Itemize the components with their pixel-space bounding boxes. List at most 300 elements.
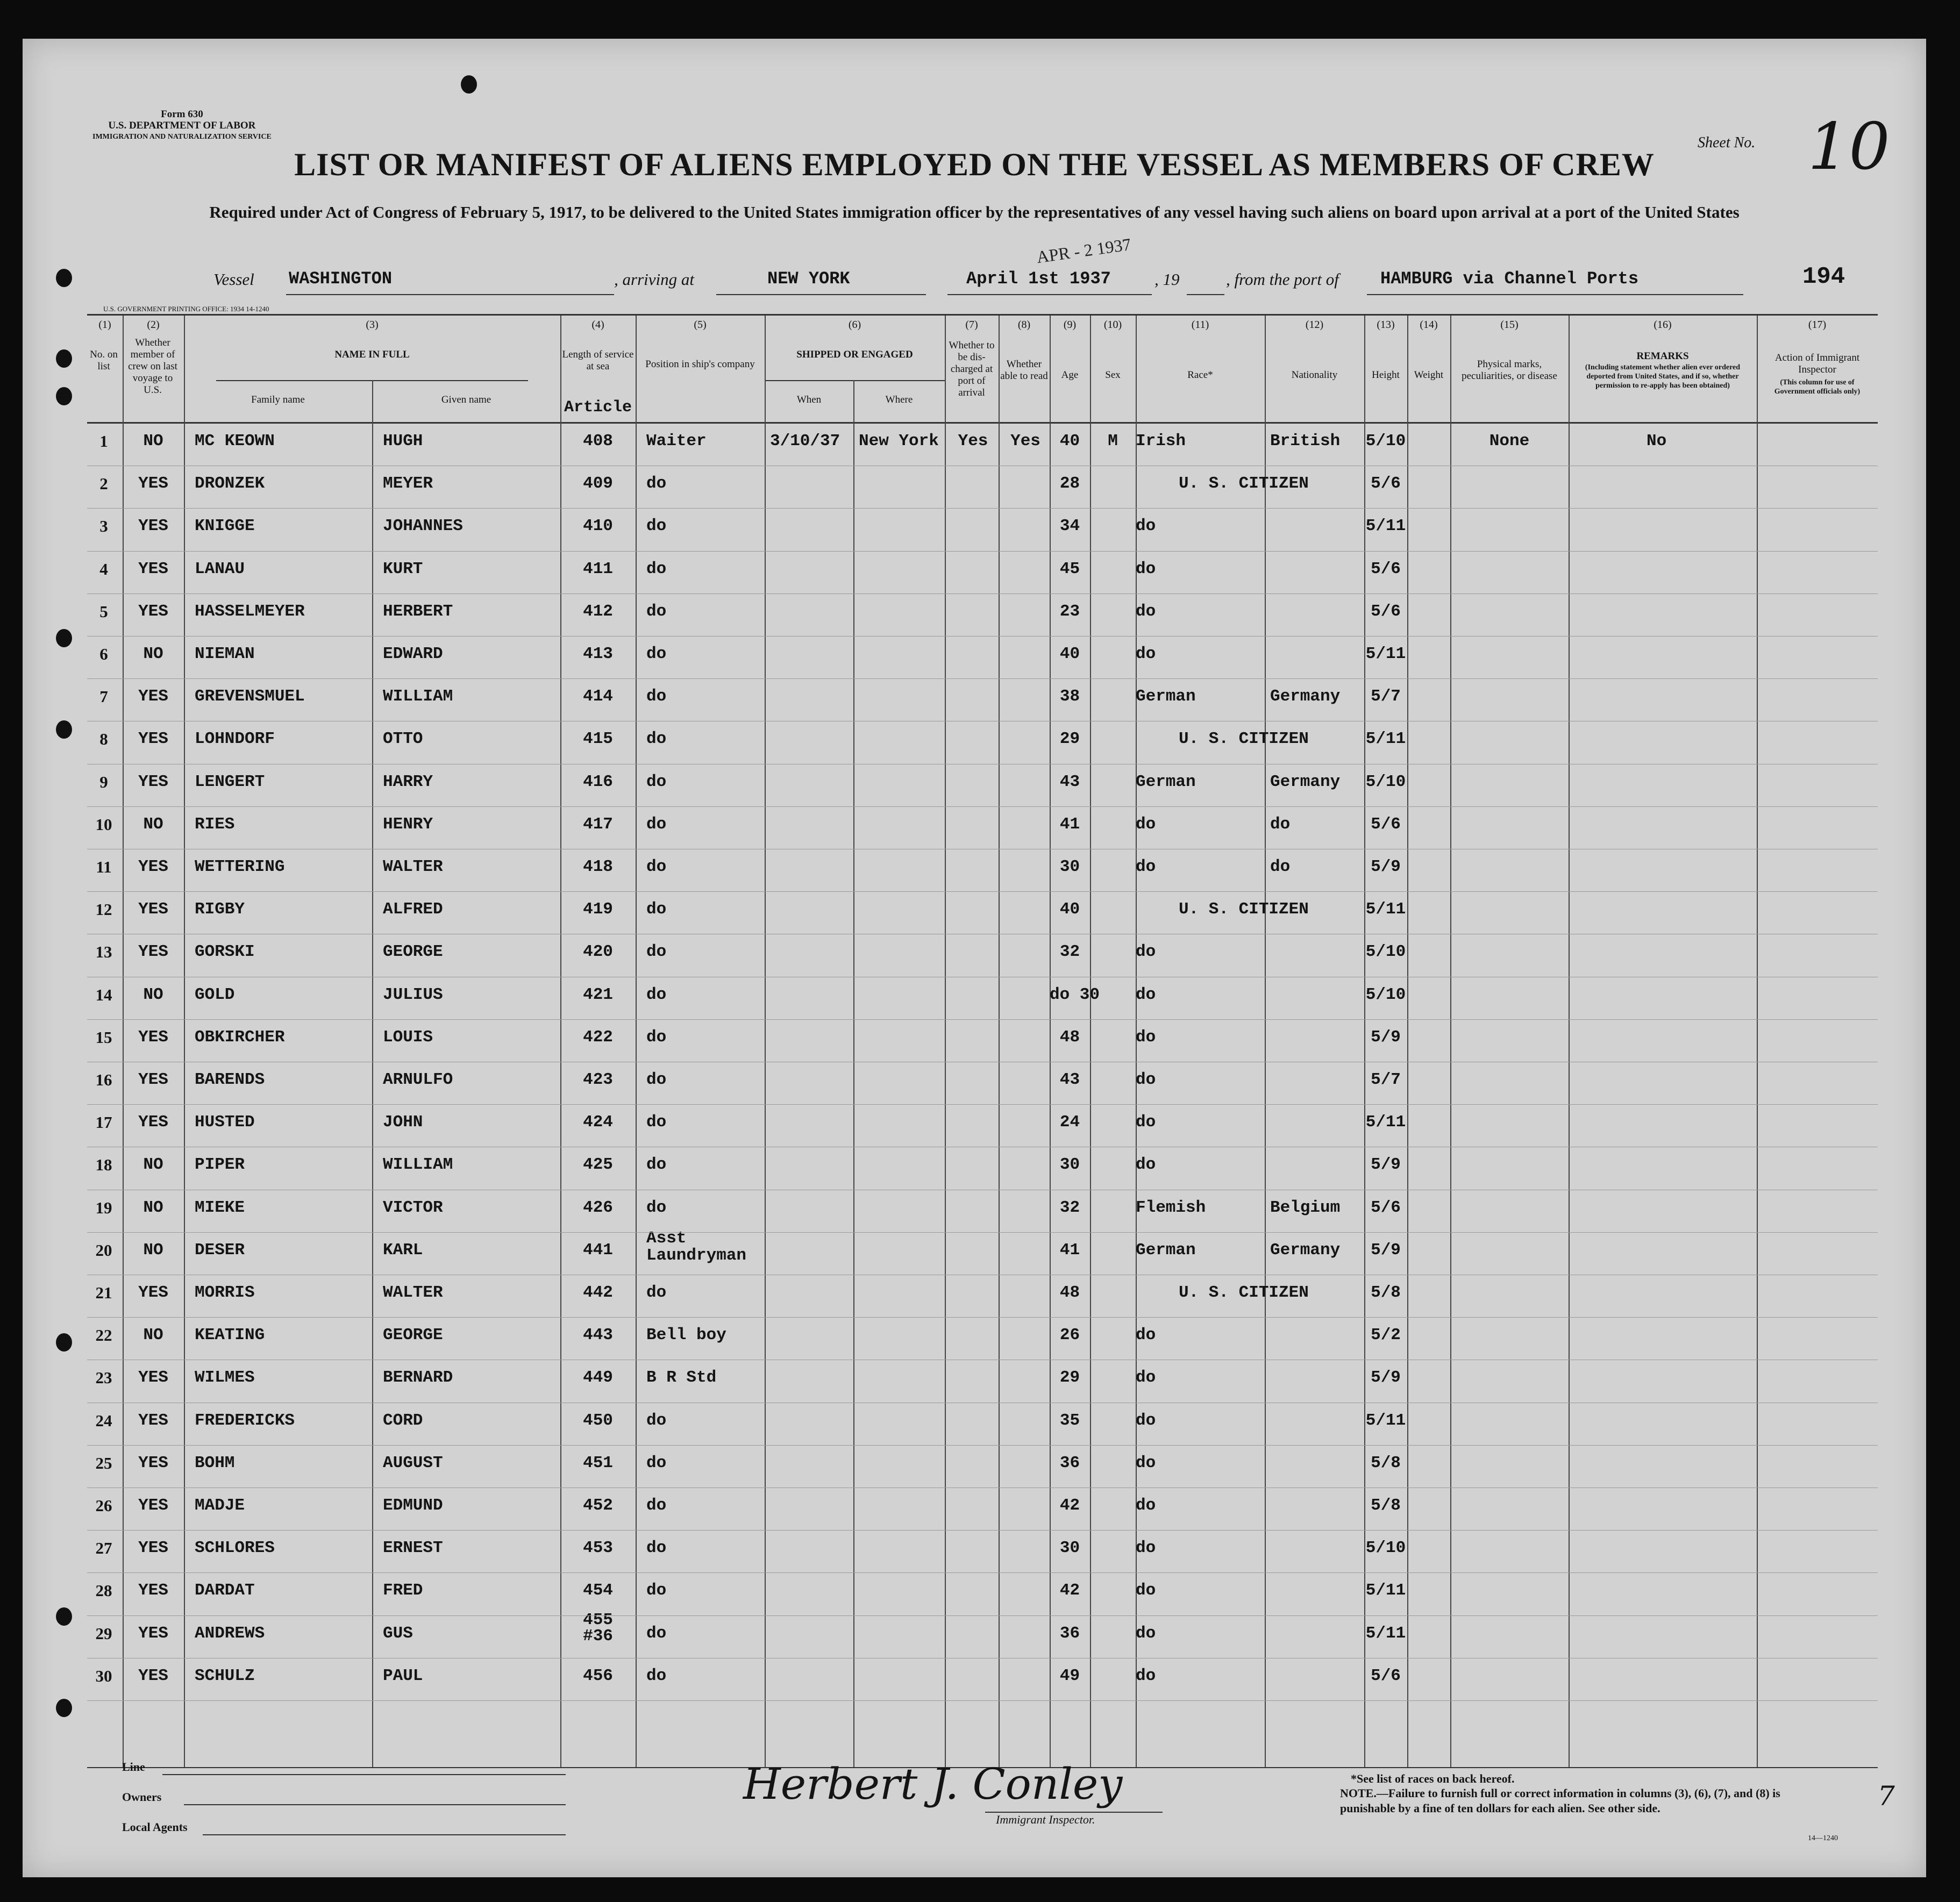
age-cell: 28 (1059, 474, 1080, 494)
page-number: 194 (1802, 263, 1845, 290)
given-name-cell: WALTER (383, 1283, 443, 1302)
last-voyage-cell: NO (143, 432, 163, 451)
height-cell: 5/9 (1371, 1368, 1401, 1388)
nationality-cell: Germany (1270, 1240, 1341, 1260)
family-name-cell: GOLD (195, 985, 235, 1004)
given-name-cell: GEORGE (383, 1326, 443, 1345)
given-name-cell: KARL (383, 1240, 423, 1260)
nationality-cell: Germany (1270, 687, 1341, 706)
row-number: 26 (95, 1496, 112, 1515)
race-cell: do (1136, 1624, 1156, 1643)
height-cell: 5/6 (1371, 559, 1401, 578)
row-number: 19 (95, 1198, 112, 1217)
family-name-cell: OBKIRCHER (195, 1027, 285, 1047)
row-rule (87, 1232, 1878, 1233)
family-name-cell: LANAU (195, 559, 245, 578)
table-row (87, 1147, 1878, 1189)
last-voyage-cell: YES (138, 1496, 168, 1515)
column-number: (17) (1808, 319, 1827, 331)
given-name-cell: KURT (383, 559, 423, 578)
given-name-cell: WILLIAM (383, 1155, 453, 1175)
race-cell: German (1136, 1240, 1196, 1260)
article-cell: 410 (583, 517, 613, 536)
race-cell: do (1136, 517, 1156, 536)
punch-hole (56, 1333, 72, 1352)
printer-note: U.S. GOVERNMENT PRINTING OFFICE: 1934 14-1240 (103, 305, 269, 313)
last-voyage-cell: YES (138, 1411, 168, 1430)
given-name-cell: OTTO (383, 730, 423, 749)
table-row (87, 508, 1878, 550)
article-cell: 443 (583, 1326, 613, 1345)
form-header (92, 109, 272, 142)
family-name-cell: WILMES (195, 1368, 255, 1388)
family-name-cell: MADJE (195, 1496, 245, 1515)
last-voyage-cell: YES (138, 1539, 168, 1558)
last-voyage-cell: NO (143, 1240, 163, 1260)
given-name-cell: ARNULFO (383, 1070, 453, 1089)
where-cell: New York (859, 432, 939, 451)
age-cell: 32 (1059, 1198, 1080, 1217)
given-name-cell: HUGH (383, 432, 423, 451)
article-cell: 414 (583, 687, 613, 706)
row-number: 20 (95, 1240, 112, 1260)
line-label: Line (122, 1760, 145, 1774)
table-row (87, 721, 1878, 763)
table-row (87, 806, 1878, 849)
remarks-cell: No (1647, 432, 1667, 451)
height-cell: 5/11 (1365, 900, 1406, 919)
race-cell: do (1136, 1113, 1156, 1132)
row-rule (87, 1019, 1878, 1020)
age-cell: 41 (1059, 1240, 1080, 1260)
column-number: (8) (1017, 319, 1031, 331)
row-number: 15 (95, 1027, 112, 1047)
col-read-header: Whether able to read (1000, 359, 1048, 382)
article-cell: 423 (583, 1070, 613, 1089)
last-voyage-cell: YES (138, 1581, 168, 1600)
family-name-cell: HUSTED (195, 1113, 255, 1132)
height-cell: 5/2 (1371, 1326, 1401, 1345)
age-cell: 43 (1059, 772, 1080, 791)
given-name-cell: ALFRED (383, 900, 443, 919)
position-cell: do (646, 857, 667, 876)
table-row (87, 1360, 1878, 1402)
position-cell: do (646, 730, 667, 749)
given-name-cell: WALTER (383, 857, 443, 876)
col-action-header: Action of Immigrant Inspector (1774, 352, 1860, 375)
row-number: 30 (95, 1666, 112, 1685)
last-voyage-cell: NO (143, 1155, 163, 1175)
age-cell: 30 (1059, 857, 1080, 876)
last-voyage-cell: YES (138, 857, 168, 876)
margin-mark: 7 (1878, 1781, 1895, 1812)
penalty-note: NOTE.—Failure to furnish full or correct information in columns (3), (6), (7), and (8) is punishable by a fine of ten dollars for each alien. See other side. (1340, 1786, 1780, 1815)
given-name-cell: LOUIS (383, 1027, 433, 1047)
row-number: 11 (96, 857, 112, 876)
sheet-number-value: 10 (1808, 110, 1890, 184)
row-number: 2 (99, 474, 108, 494)
last-voyage-cell: YES (138, 602, 168, 621)
row-rule (87, 806, 1878, 807)
row-number: 23 (95, 1368, 112, 1388)
row-rule (87, 891, 1878, 892)
article-cell: 426 (583, 1198, 613, 1217)
table-row (87, 1530, 1878, 1572)
col-sex-header: Sex (1105, 369, 1121, 381)
col-nationality-header: Nationality (1291, 369, 1338, 381)
vessel-label: Vessel (213, 270, 254, 289)
punch-hole (56, 269, 72, 287)
column-number: (3) (366, 319, 379, 331)
crew-table (87, 314, 1878, 1768)
position-cell: do (646, 900, 667, 919)
row-number: 27 (95, 1539, 112, 1558)
arrival-port: NEW YORK (767, 269, 850, 289)
vessel-name: WASHINGTON (289, 269, 393, 289)
family-name-cell: BOHM (195, 1453, 235, 1472)
age-cell: 24 (1059, 1113, 1080, 1132)
col-remarks-note: (Including statement whether alien ever ordered deported from United States, and if so, whether permission to re-apply has been obtained) (1585, 363, 1741, 390)
race-cell: do (1136, 1581, 1156, 1600)
row-number: 9 (99, 772, 108, 791)
height-cell: 5/8 (1371, 1453, 1401, 1472)
row-number: 13 (95, 942, 112, 962)
race-cell: do (1136, 942, 1156, 962)
row-rule (87, 551, 1878, 552)
age-cell: do 30 (1050, 985, 1100, 1004)
last-voyage-cell: YES (138, 900, 168, 919)
row-number: 29 (95, 1624, 112, 1643)
position-cell: do (646, 1070, 667, 1089)
age-cell: 45 (1059, 559, 1080, 578)
row-rule (87, 1317, 1878, 1318)
position-cell: do (646, 1198, 667, 1217)
position-cell: do (646, 1624, 667, 1643)
position-cell: do (646, 1539, 667, 1558)
discharged-cell: Yes (958, 432, 988, 451)
row-number: 12 (95, 900, 112, 919)
row-number: 10 (95, 814, 112, 834)
family-name-cell: RIGBY (195, 900, 245, 919)
service-name: IMMIGRATION AND NATURALIZATION SERVICE (92, 133, 272, 141)
race-cell: do (1136, 1539, 1156, 1558)
given-name-cell: JOHN (383, 1113, 423, 1132)
article-cell: 415 (583, 730, 613, 749)
article-cell: 411 (583, 559, 613, 578)
race-cell: do (1136, 1155, 1156, 1175)
article-cell: 442 (583, 1283, 613, 1302)
height-cell: 5/11 (1365, 730, 1406, 749)
article-cell: 453 (583, 1539, 613, 1558)
last-voyage-cell: YES (138, 1624, 168, 1643)
col-discharged-header: Whether to be dis-charged at port of arrival (949, 340, 995, 398)
last-voyage-cell: YES (138, 687, 168, 706)
given-name-cell: HENRY (383, 814, 433, 834)
position-cell: do (646, 474, 667, 494)
table-row (87, 678, 1878, 721)
position-cell: Bell boy (646, 1326, 726, 1345)
given-name-cell: JOHANNES (383, 517, 463, 536)
age-cell: 49 (1059, 1666, 1080, 1685)
given-name-cell: GUS (383, 1624, 413, 1643)
height-cell: 5/9 (1371, 1155, 1401, 1175)
position-cell: do (646, 1666, 667, 1685)
family-name-cell: SCHULZ (195, 1666, 255, 1685)
row-number: 7 (99, 687, 108, 706)
given-name-cell: GEORGE (383, 942, 443, 962)
table-row (87, 849, 1878, 891)
when-cell: 3/10/37 (770, 432, 840, 451)
row-rule (87, 1445, 1878, 1446)
age-cell: 40 (1059, 900, 1080, 919)
punch-hole (56, 1607, 72, 1626)
table-row (87, 423, 1878, 466)
article-cell: 456 (583, 1666, 613, 1685)
col-physical-header: Physical marks, peculiarities, or disease (1462, 359, 1557, 382)
col-race-header: Race* (1187, 369, 1213, 381)
inspector-signature: Herbert J. Conley (743, 1759, 1123, 1809)
race-cell: do (1136, 1027, 1156, 1047)
table-row (87, 1658, 1878, 1700)
table-row (87, 636, 1878, 678)
given-name-cell: HARRY (383, 772, 433, 791)
height-cell: 5/11 (1365, 517, 1406, 536)
position-cell: Waiter (646, 432, 707, 451)
age-cell: 36 (1059, 1624, 1080, 1643)
family-name-cell: SCHLORES (195, 1539, 275, 1558)
table-row (87, 1104, 1878, 1147)
age-cell: 36 (1059, 1453, 1080, 1472)
article-cell: 452 (583, 1496, 613, 1515)
family-name-cell: RIES (195, 814, 235, 834)
family-name-cell: GORSKI (195, 942, 255, 962)
punch-hole (56, 720, 72, 739)
age-cell: 40 (1059, 645, 1080, 663)
article-cell: 449 (583, 1368, 613, 1388)
punch-hole (56, 387, 72, 405)
height-cell: 5/6 (1371, 1198, 1401, 1217)
column-number: (10) (1103, 319, 1122, 331)
col-remarks-header: REMARKS (1636, 351, 1689, 362)
last-voyage-cell: NO (143, 814, 163, 834)
col-no-header: No. on list (90, 349, 118, 372)
last-voyage-cell: YES (138, 1027, 168, 1047)
height-cell: 5/11 (1365, 1581, 1406, 1600)
owners-label: Owners (122, 1790, 162, 1804)
family-name-cell: DESER (195, 1240, 245, 1260)
position-cell: B R Std (646, 1368, 717, 1388)
row-rule (87, 636, 1878, 637)
punch-hole (56, 629, 72, 647)
row-number: 4 (99, 559, 108, 578)
article-cell: 441 (583, 1240, 613, 1260)
age-cell: 43 (1059, 1070, 1080, 1089)
given-name-cell: BERNARD (383, 1368, 453, 1388)
punch-hole (461, 75, 477, 94)
column-number: (11) (1191, 319, 1209, 331)
col-shipped-header: SHIPPED OR ENGAGED (796, 349, 913, 360)
nationality-cell: do (1270, 814, 1291, 834)
family-name-cell: WETTERING (195, 857, 285, 876)
height-cell: 5/11 (1365, 1113, 1406, 1132)
given-name-cell: HERBERT (383, 602, 453, 621)
given-name-cell: MEYER (383, 474, 433, 494)
given-name-cell: VICTOR (383, 1198, 443, 1217)
nationality-cell: Germany (1270, 772, 1341, 791)
table-row (87, 1228, 1878, 1275)
article-cell: 417 (583, 814, 613, 834)
col-when-header: When (796, 394, 822, 405)
table-row (87, 1610, 1878, 1658)
row-number: 6 (99, 645, 108, 663)
position-cell: do (646, 1453, 667, 1472)
table-row (87, 977, 1878, 1019)
physical-cell: None (1489, 432, 1530, 451)
col-height-header: Height (1372, 369, 1400, 381)
punch-hole (56, 1699, 72, 1717)
height-cell: 5/9 (1371, 857, 1401, 876)
last-voyage-cell: NO (143, 985, 163, 1004)
last-voyage-cell: YES (138, 942, 168, 962)
last-voyage-cell: NO (143, 1326, 163, 1345)
last-voyage-cell: YES (138, 517, 168, 536)
year-label: , 19 (1154, 270, 1180, 289)
race-cell: do (1136, 1070, 1156, 1089)
races-note: *See list of races on back hereof. (1351, 1772, 1515, 1785)
given-name-cell: EDWARD (383, 645, 443, 663)
col-where-header: Where (885, 394, 913, 405)
col-given-header: Given name (441, 394, 491, 405)
article-cell: 425 (583, 1155, 613, 1175)
last-voyage-cell: YES (138, 730, 168, 749)
table-row (87, 1488, 1878, 1530)
race-cell: do (1136, 1496, 1156, 1515)
punch-hole (56, 349, 72, 368)
last-voyage-cell: YES (138, 474, 168, 494)
race-cell: Flemish (1136, 1198, 1206, 1217)
row-number: 3 (99, 517, 108, 536)
row-rule (87, 508, 1878, 509)
article-cell: 422 (583, 1027, 613, 1047)
position-cell: do (646, 985, 667, 1004)
row-number: 5 (99, 602, 108, 621)
table-row (87, 1403, 1878, 1445)
age-cell: 38 (1059, 687, 1080, 706)
article-cell: 420 (583, 942, 613, 962)
age-cell: 48 (1059, 1283, 1080, 1302)
height-cell: 5/6 (1371, 1666, 1401, 1685)
row-number: 28 (95, 1581, 112, 1600)
row-number: 22 (95, 1326, 112, 1345)
row-rule (87, 678, 1878, 679)
age-cell: 34 (1059, 517, 1080, 536)
family-name-cell: LENGERT (195, 772, 265, 791)
article-cell: 421 (583, 985, 613, 1004)
last-voyage-cell: YES (138, 1070, 168, 1089)
height-cell: 5/8 (1371, 1496, 1401, 1515)
page-title: LIST OR MANIFEST OF ALIENS EMPLOYED ON THE VESSEL AS MEMBERS OF CREW (294, 147, 1655, 182)
given-name-cell: CORD (383, 1411, 423, 1430)
position-cell: do (646, 814, 667, 834)
from-port-label: , from the port of (1226, 270, 1339, 289)
family-name-cell: MC KEOWN (195, 432, 275, 451)
position-cell: do (646, 1496, 667, 1515)
age-cell: 29 (1059, 730, 1080, 749)
col-position-header: Position in ship's company (645, 359, 755, 370)
table-row (87, 1190, 1878, 1232)
column-number: (1) (98, 319, 111, 331)
race-cell: do (1136, 1453, 1156, 1472)
age-cell: 23 (1059, 602, 1080, 621)
col-weight-header: Weight (1414, 369, 1444, 381)
given-name-cell: WILLIAM (383, 687, 453, 706)
family-name-cell: DRONZEK (195, 474, 265, 494)
age-cell: 40 (1059, 432, 1080, 451)
family-name-cell: MIEKE (195, 1198, 245, 1217)
race-cell: do (1136, 1326, 1156, 1345)
arriving-label: , arriving at (614, 270, 694, 289)
sheet-number-label: Sheet No. (1698, 134, 1756, 151)
height-cell: 5/6 (1371, 814, 1401, 834)
race-cell: do (1136, 559, 1156, 578)
age-cell: 41 (1059, 814, 1080, 834)
column-number: (7) (965, 319, 978, 331)
row-rule (87, 1572, 1878, 1573)
nationality-cell: Belgium (1270, 1198, 1341, 1217)
race-cell: Irish (1136, 432, 1186, 451)
table-row (87, 594, 1878, 636)
row-number: 18 (95, 1155, 112, 1175)
given-name-cell: ERNEST (383, 1539, 443, 1558)
col-age-header: Age (1061, 369, 1079, 381)
table-row (87, 1317, 1878, 1360)
age-cell: 48 (1059, 1027, 1080, 1047)
race-cell: U. S. CITIZEN (1179, 900, 1309, 919)
position-cell: Asst Laundryman (646, 1228, 747, 1265)
age-cell: 42 (1059, 1581, 1080, 1600)
race-cell: do (1136, 1368, 1156, 1388)
position-cell: do (646, 1283, 667, 1302)
article-cell: 412 (583, 602, 613, 621)
article-cell: 413 (583, 645, 613, 663)
family-name-cell: GREVENSMUEL (195, 687, 305, 706)
article-cell: 451 (583, 1453, 613, 1472)
column-number: (2) (147, 319, 160, 331)
height-cell: 5/11 (1365, 1624, 1406, 1643)
height-cell: 5/10 (1365, 432, 1406, 451)
position-cell: do (646, 1113, 667, 1132)
row-rule (87, 1700, 1878, 1701)
manifest-sheet (23, 39, 1926, 1877)
column-number: (14) (1420, 319, 1438, 331)
family-name-cell: ANDREWS (195, 1624, 265, 1643)
column-number: (5) (694, 319, 707, 331)
table-row (87, 1062, 1878, 1104)
age-cell: 30 (1059, 1155, 1080, 1175)
position-cell: do (646, 1155, 667, 1175)
age-cell: 29 (1059, 1368, 1080, 1388)
race-cell: do (1136, 1666, 1156, 1685)
last-voyage-cell: YES (138, 772, 168, 791)
nationality-cell: British (1270, 432, 1341, 451)
height-cell: 5/7 (1371, 687, 1401, 706)
age-cell: 35 (1059, 1411, 1080, 1430)
age-cell: 26 (1059, 1326, 1080, 1345)
race-cell: do (1136, 1411, 1156, 1430)
family-name-cell: KEATING (195, 1326, 265, 1345)
table-row (87, 1572, 1878, 1615)
race-cell: do (1136, 814, 1156, 834)
